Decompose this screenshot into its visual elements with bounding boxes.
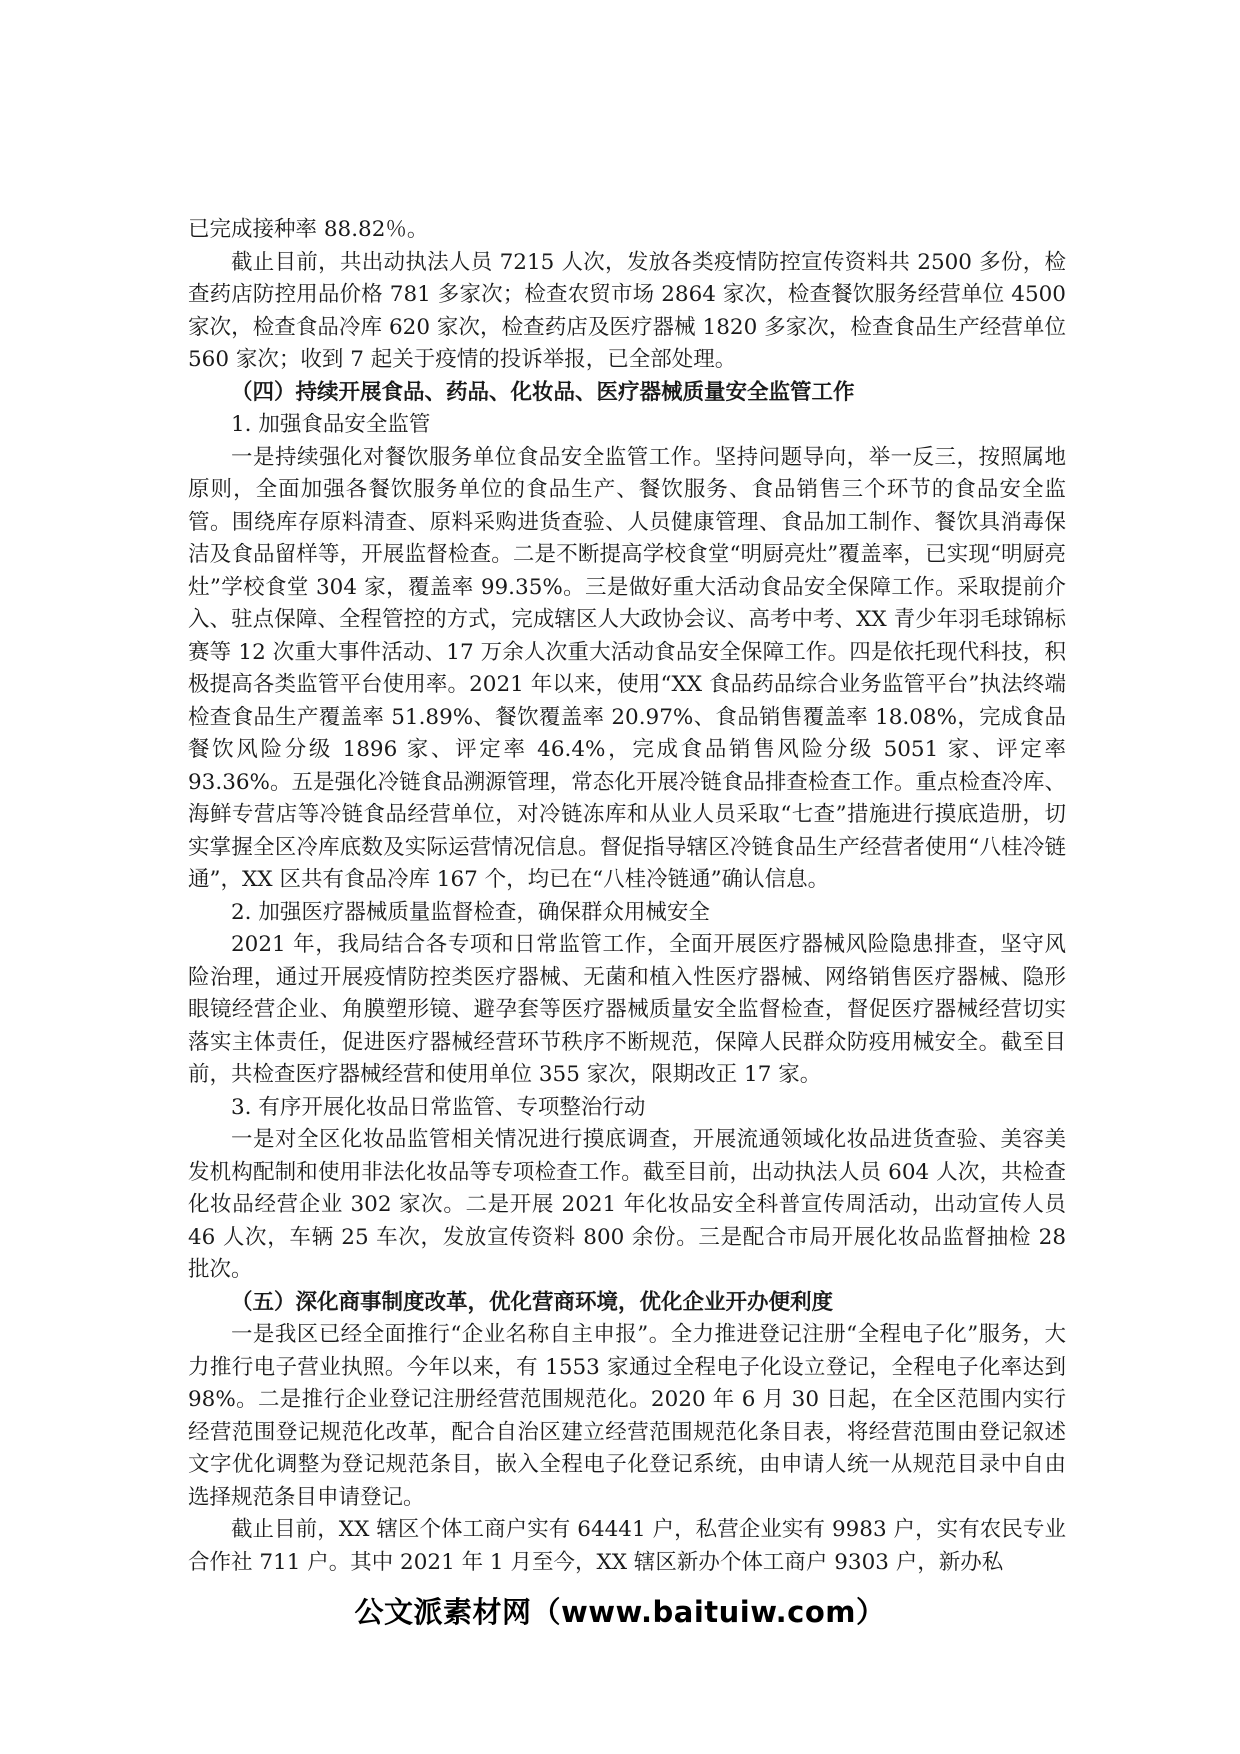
paragraph: 2021 年，我局结合各专项和日常监管工作，全面开展医疗器械风险隐患排查，坚守风险治理，通过开展疫情防控类医疗器械、无菌和植入性医疗器械、网络销售医疗器械、隐形眼镜经营企业、角膜塑形镜、避孕套等医疗器械质量安全监督检查，督促医疗器械经营切实落实主体责任，促进医疗器械经营环节秩序不断规范，保障人民群众防疫用械安全。截至目前，共检查医疗器械经营和使用单位 355 家次，限期改正 17 家。 [188, 932, 1066, 1087]
paragraph: 截止目前，XX 辖区个体工商户实有 64441 户，私营企业实有 9983 户，实有农民专业合作社 711 户。其中 2021 年 1 月至今，XX 辖区新办个体工商户 9303 户，新办私 [188, 1517, 1066, 1575]
section-heading: （五）深化商事制度改革，优化营商环境，优化企业开办便利度 [231, 1289, 834, 1315]
paragraph: 截止目前，共出动执法人员 7215 人次，发放各类疫情防控宣传资料共 2500 多份，检查药店防控用品价格 781 多家次；检查农贸市场 2864 家次，检查餐饮服务经营单位 4500 家次，检查食品冷库 620 家次，检查药店及医疗器械 1820 多家次，检查食品生产经营单位 560 家次；收到 7 起关于疫情的投诉举报，已全部处理。 [188, 249, 1066, 372]
paragraph: 已完成接种率 88.82％。 [188, 217, 429, 242]
section-heading: （四）持续开展食品、药品、化妆品、医疗器械质量安全监管工作 [231, 379, 855, 405]
subsection-heading: 2. 加强医疗器械质量监督检查，确保群众用械安全 [231, 899, 710, 925]
footer-watermark: 公文派素材网（www.baituiw.com） [354, 1595, 886, 1629]
paragraph: 一是我区已经全面推行“企业名称自主申报”。全力推进登记注册“全程电子化”服务，大力推行电子营业执照。今年以来，有 1553 家通过全程电子化设立登记，全程电子化率达到 98%。二是推行企业登记注册经营范围规范化。2020 年 6 月 30 日起，在全区范围内实行经营范围登记规范化改革，配合自治区建立经营范围规范化条目表，将经营范围由登记叙述文字优化调整为登记规范条目，嵌入全程电子化登记系统，由申请人统一从规范目录中自由选择规范条目申请登记。 [188, 1322, 1066, 1510]
subsection-heading: 1. 加强食品安全监管 [231, 412, 431, 437]
document-body [188, 214, 1066, 1579]
paragraph: 一是持续强化对餐饮服务单位食品安全监管工作。坚持问题导向，举一反三，按照属地原则，全面加强各餐饮服务单位的食品生产、餐饮服务、食品销售三个环节的食品安全监管。围绕库存原料清查、原料采购进货查验、人员健康管理、食品加工制作、餐饮具消毒保洁及食品留样等，开展监督检查。二是不断提高学校食堂“明厨亮灶”覆盖率，已实现“明厨亮灶”学校食堂 304 家，覆盖率 99.35%。三是做好重大活动食品安全保障工作。采取提前介入、驻点保障、全程管控的方式，完成辖区人大政协会议、高考中考、XX 青少年羽毛球锦标赛等 12 次重大事件活动、17 万余人次重大活动食品安全保障工作。四是依托现代科技，积极提高各类监管平台使用率。2021 年以来，使用“XX 食品药品综合业务监管平台”执法终端检查食品生产覆盖率 51.89%、餐饮覆盖率 20.97%、食品销售覆盖率 18.08%，完成食品餐饮风险分级 1896 家、评定率 46.4%，完成食品销售风险分级 5051 家、评定率 93.36%。五是强化冷链食品溯源管理，常态化开展冷链食品排查检查工作。重点检查冷库、海鲜专营店等冷链食品经营单位，对冷链冻库和从业人员采取“七查”措施进行摸底造册，切实掌握全区冷库底数及实际运营情况信息。督促指导辖区冷链食品生产经营者使用“八桂冷链通”，XX 区共有食品冷库 167 个，均已在“八桂冷链通”确认信息。 [188, 444, 1066, 892]
subsection-heading: 3. 有序开展化妆品日常监管、专项整治行动 [231, 1094, 646, 1120]
paragraph: 一是对全区化妆品监管相关情况进行摸底调查，开展流通领域化妆品进货查验、美容美发机构配制和使用非法化妆品等专项检查工作。截至目前，出动执法人员 604 人次，共检查化妆品经营企业 302 家次。二是开展 2021 年化妆品安全科普宣传周活动，出动宣传人员 46 人次，车辆 25 车次，发放宣传资料 800 余份。三是配合市局开展化妆品监督抽检 28 批次。 [188, 1127, 1066, 1282]
